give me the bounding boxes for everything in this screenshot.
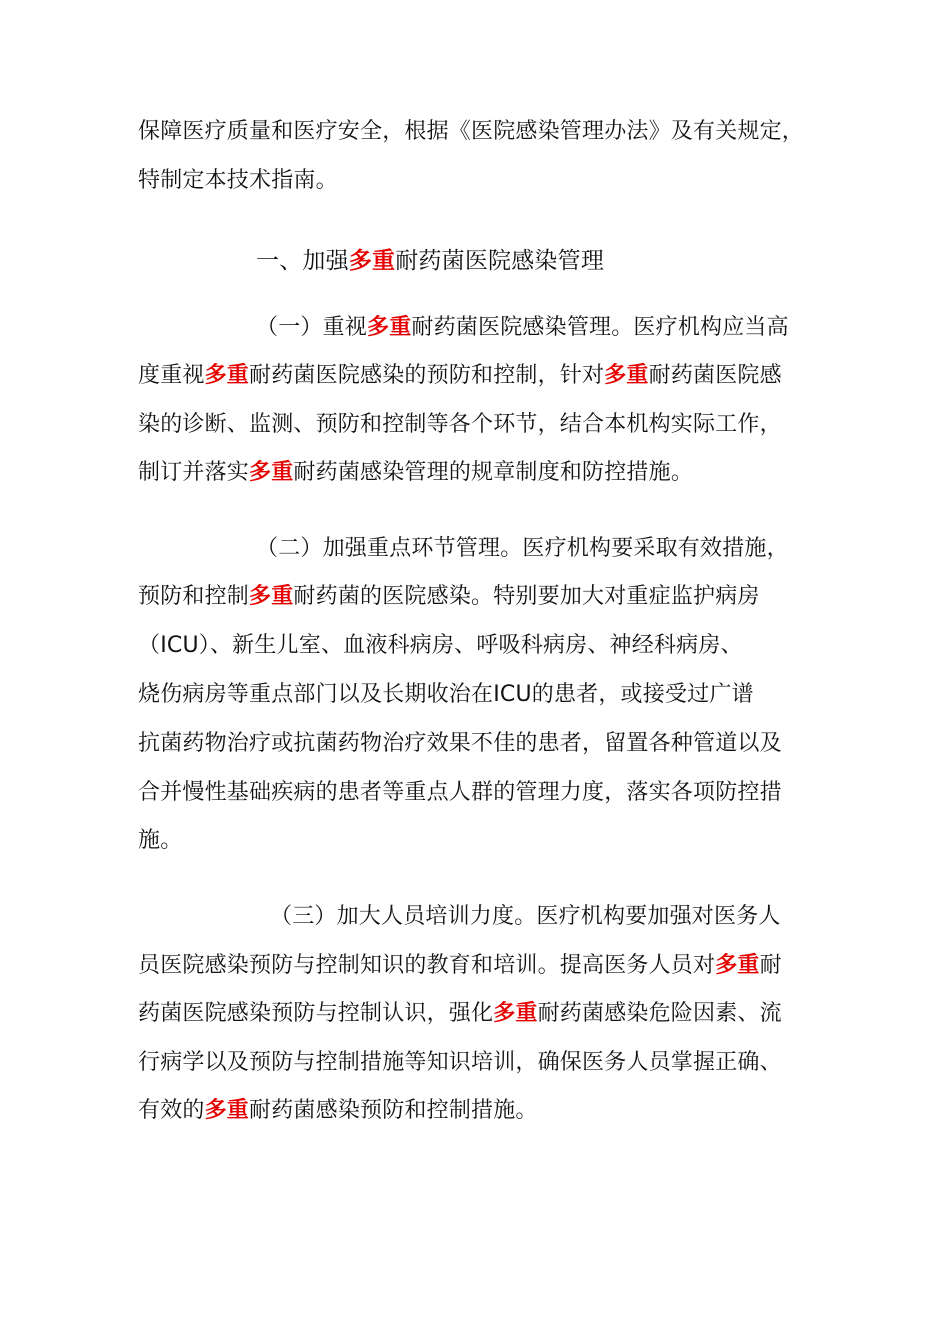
text: 度重视 [138, 363, 205, 388]
heading-text: 耐药菌医院感染管理 [395, 248, 605, 274]
text: 抗菌药物治疗或抗菌药物治疗效果不佳的患者，留置各种管道以及 [138, 731, 782, 756]
text: 施。 [138, 828, 183, 853]
highlight-keyword: 多重 [249, 584, 294, 609]
highlight-keyword: 多重 [249, 460, 294, 485]
text: 行病学以及预防与控制措施等知识培训，确保医务人员掌握正确、 [138, 1050, 782, 1075]
text: 保障医疗质量和医疗安全，根据《医院感染管理办法》及有关规定， [138, 119, 805, 144]
text: 耐药菌医院感染管理。医疗机构应当高 [411, 315, 789, 340]
item3-line-1 [270, 902, 781, 932]
heading-text: 一、加强 [256, 248, 349, 274]
text: 制订并落实 [138, 460, 250, 485]
text: 有效的 [138, 1098, 205, 1123]
text: 合并慢性基础疾病的患者等重点人群的管理力度，落实各项防控措 [138, 780, 782, 805]
item1-line-2 [138, 361, 782, 391]
text: 耐药菌医院感染的预防和控制，针对 [249, 363, 605, 388]
item3-line-4 [138, 1048, 782, 1078]
text: （三）加大人员培训力度。医疗机构要加强对医务人 [270, 904, 781, 929]
item3-line-2 [138, 951, 782, 981]
item3-line-3 [138, 999, 782, 1029]
text: 耐药菌医院感 [648, 363, 782, 388]
item2-line-7 [138, 826, 182, 856]
text: 员医院感染预防与控制知识的教育和培训。提高医务人员对 [138, 953, 716, 978]
item3-line-5 [138, 1096, 538, 1126]
text: 耐 [759, 953, 782, 978]
item2-line-6 [138, 778, 782, 808]
text: 耐药菌感染危险因素、流 [537, 1001, 782, 1026]
highlight-keyword: 多重 [367, 315, 412, 340]
item1-line-3 [138, 410, 782, 440]
text: （ICU）、新生儿室、血液科病房、呼吸科病房、神经科病房、 [138, 633, 743, 658]
text: （二）加强重点环节管理。医疗机构要采取有效措施， [256, 536, 789, 561]
intro-line-1 [138, 117, 804, 147]
item2-line-4 [138, 680, 754, 710]
highlight-keyword: 多重 [348, 248, 396, 274]
highlight-keyword: 多重 [604, 363, 649, 388]
text: 耐药菌感染管理的规章制度和防控措施。 [293, 460, 694, 485]
text: （一）重视 [256, 315, 368, 340]
highlight-keyword: 多重 [204, 363, 250, 388]
item2-line-3 [138, 631, 743, 661]
text: 烧伤病房等重点部门以及长期收治在ICU的患者，或接受过广谱 [138, 682, 754, 707]
item2-line-5 [138, 729, 782, 759]
item1-line-1 [256, 313, 789, 343]
text: 耐药菌的医院感染。特别要加大对重症监护病房 [293, 584, 760, 609]
highlight-keyword: 多重 [493, 1001, 538, 1026]
item2-line-2 [138, 582, 760, 612]
highlight-keyword: 多重 [204, 1098, 250, 1123]
text: 耐药菌感染预防和控制措施。 [249, 1098, 538, 1123]
text: 药菌医院感染预防与控制认识，强化 [138, 1001, 494, 1026]
text: 预防和控制 [138, 584, 250, 609]
section-heading [256, 246, 604, 276]
text: 特制定本技术指南。 [138, 168, 338, 193]
intro-line-2 [138, 166, 338, 196]
item1-line-4 [138, 458, 693, 488]
text: 染的诊断、监测、预防和控制等各个环节，结合本机构实际工作， [138, 412, 782, 437]
highlight-keyword: 多重 [715, 953, 760, 978]
item2-line-1 [256, 534, 789, 564]
